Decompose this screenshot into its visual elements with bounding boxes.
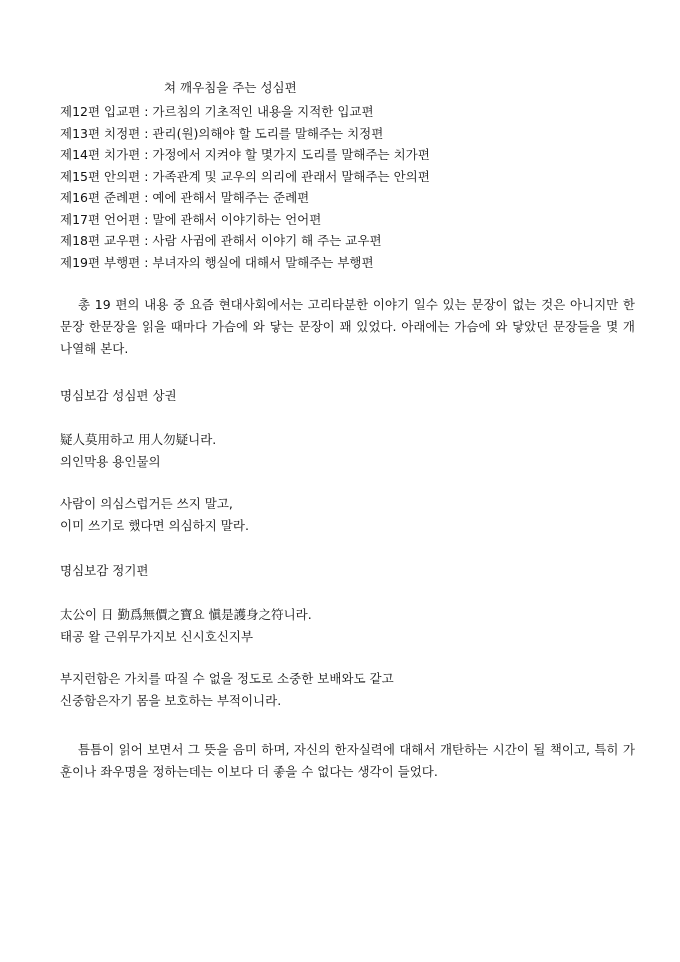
chapter-item-15: 제15편 안의편 : 가족관계 및 교우의 의리에 관래서 말해주는 안의편: [60, 168, 430, 184]
chapter-item-12: 제12편 입교편 : 가르침의 기초적인 내용을 지적한 입교편: [60, 104, 374, 119]
quote-meaning-1a: 사람이 의심스럽거든 쓰지 말고,: [60, 496, 233, 511]
chapter-item-14: 제14편 치가편 : 가정에서 지켜야 할 몇가지 도리를 말해주는 치가편: [60, 147, 430, 162]
quote-meaning-1b: 이미 쓰기로 했다면 의심하지 말라.: [60, 518, 249, 533]
section-heading-seongsim: 명심보감 성심편 상권: [60, 388, 177, 403]
quote-hanja-1: 疑人莫用하고 用人勿疑니라.: [60, 432, 217, 447]
quote-hanja-2: 太公이 日 勤爲無價之寶요 愼是護身之符니라.: [60, 607, 312, 622]
quote-reading-1: 의인막용 용인물의: [60, 454, 161, 469]
chapter-item-19: 제19편 부행편 : 부녀자의 행실에 대해서 말해주는 부행편: [60, 254, 374, 270]
summary-paragraph: 총 19 편의 내용 중 요즘 현대사회에서는 고리타분한 이야기 일수 있는 문장이 없는 것은 아니지만 한문장 한문장을 읽을 때마다 가슴에 와 닿는 문장이 꽤 있었다. 아래에는 가슴에 와 닿았던 문장들을 몇 개 나열해 본다.: [60, 297, 635, 356]
chapter-list: [60, 101, 640, 273]
chapter-item-18: 제18편 교우편 : 사람 사귐에 관해서 이야기 해 주는 교우편: [60, 233, 382, 248]
quote-meaning-2b: 신중함은자기 몸을 보호하는 부적이니라.: [60, 693, 282, 708]
intro-line: 쳐 깨우침을 주는 성심편: [164, 80, 297, 95]
closing-paragraph: 틈틈이 읽어 보면서 그 뜻을 음미 하며, 자신의 한자실력에 대해서 개탄하는 시간이 될 책이고, 특히 가훈이나 좌우명을 정하는데는 이보다 더 좋을 수 없다는 생각이 들었다.: [60, 742, 635, 779]
chapter-item-13: 제13편 치정편 : 관리(원)의해야 할 도리를 말해주는 치정편: [60, 125, 384, 141]
quote-meaning-2a: 부지런함은 가치를 따질 수 없을 정도로 소중한 보배와도 같고: [60, 671, 394, 686]
chapter-item-17: 제17편 언어편 : 말에 관해서 이야기하는 언어편: [60, 211, 322, 227]
section-heading-jeonggi: 명심보감 정기편: [60, 563, 149, 578]
chapter-item-16: 제16편 준례편 : 예에 관해서 말해주는 준례편: [60, 190, 310, 205]
quote-reading-2: 태공 왈 근위무가지보 신시호신지부: [60, 629, 254, 644]
